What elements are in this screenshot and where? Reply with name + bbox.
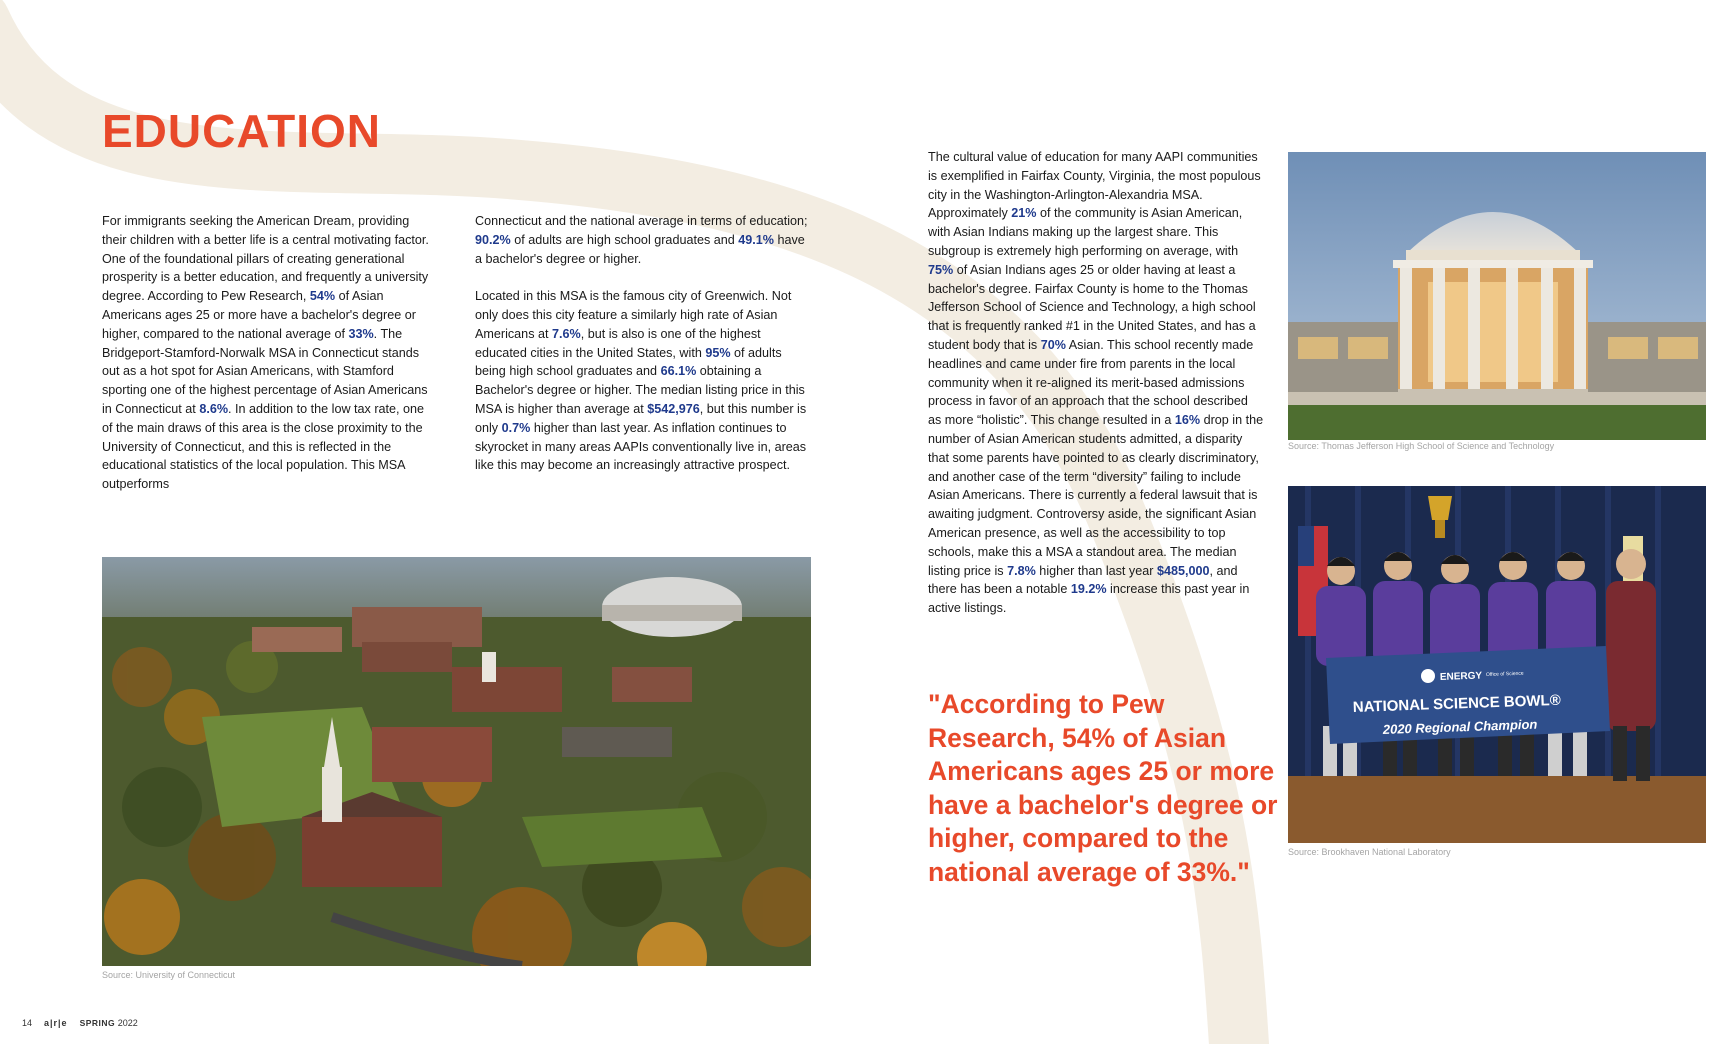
text-column-1: [102, 212, 432, 513]
highlighted-figure: 54%: [309, 289, 336, 304]
photo-caption: Source: Thomas Jefferson High School of Science and Technology: [1288, 441, 1555, 451]
paragraph: Located in this MSA is the famous city of Greenwich. Not only does this city feature a similarly high rate of Asian Americans at 7.6%, but is also is one of the highest educated cities in the United States, with 95% of adults being high school graduates and 66.1% obtaining a Bachelor's degree or higher. The median listing price in this MSA is higher than average at $542,976, but this number is only 0.7% higher than last year. As inflation continues to skyrocket in many areas AAPIs conventionally live in, areas like this may become an increasingly attractive prospect.: [475, 289, 807, 473]
page-number: 14: [22, 1018, 33, 1028]
highlighted-figure: 95%: [705, 345, 731, 360]
highlighted-figure: 49.1%: [738, 232, 774, 247]
text-column-2: [475, 212, 815, 494]
text-column-3: [928, 148, 1264, 637]
tj-high-school-photo: [1288, 152, 1706, 440]
highlighted-figure: 66.1%: [660, 364, 697, 379]
highlighted-figure: 7.6%: [552, 326, 581, 341]
highlighted-figure: 33%: [348, 326, 374, 341]
issue-season: SPRING: [79, 1018, 116, 1028]
banner-office: Office of Science: [1485, 670, 1524, 678]
uconn-campus-photo: [102, 557, 811, 966]
highlighted-figure: 70%: [1040, 337, 1066, 352]
highlighted-figure: 75%: [928, 262, 954, 277]
banner-logo: ENERGY: [1439, 670, 1483, 683]
science-bowl-team-photo: [1288, 486, 1706, 843]
highlighted-figure: 90.2%: [475, 232, 511, 247]
section-title: EDUCATION: [102, 105, 382, 157]
banner-title: NATIONAL SCIENCE BOWL®: [1352, 691, 1562, 716]
highlighted-figure: 16%: [1174, 413, 1201, 428]
highlighted-figure: 19.2%: [1070, 582, 1107, 597]
issue-label: [80, 1018, 138, 1028]
paragraph: The cultural value of education for many AAPI communities is exemplified in Fairfax County, Virginia, the most populous city in the Washington-Arlington-Alexandria MSA. Approximately 21% of the community is Asian American, with Asian Indians making up the largest share. This subgroup is extremely high performing on average, with 75% of Asian Indians ages 25 or older having at least a bachelor's degree. Fairfax County is home to the Thomas Jefferson School of Science and Technology, a high school that is frequently ranked #1 in the United States, and has a student body that is 70% Asian. This school recently made headlines and came under fire from parents in the local community when it re-aligned its merit-based admissions process in favor of an approach that the school described as more “holistic”. This change resulted in a 16% drop in the number of Asian American students admitted, a disparity that some parents have pointed to as clearly discriminatory, and another case of the term “diversity” failing to include Asian Americans. There is currently a federal lawsuit that is awaiting judgment. Controversy aside, the significant Asian American presence, as well as the accessibility to top schools, make this a MSA a standout area. The median listing price is 7.8% higher than last year $485,000, and there has been a notable 19.2% increase this past year in active listings.: [928, 150, 1264, 616]
magazine-logo: a|r|e: [44, 1018, 68, 1028]
highlighted-figure: 8.6%: [199, 401, 229, 416]
page-footer: [22, 1018, 138, 1028]
highlighted-figure: 7.8%: [1007, 563, 1036, 578]
issue-year: 2022: [117, 1018, 138, 1028]
paragraph: Connecticut and the national average in terms of education; 90.2% of adults are high school graduates and 49.1% have a bachelor's degree or higher.: [475, 214, 808, 266]
highlighted-figure: 0.7%: [501, 420, 531, 435]
photo-caption: Source: Brookhaven National Laboratory: [1288, 847, 1451, 857]
highlighted-figure: $542,976: [647, 401, 700, 416]
photo-caption: Source: University of Connecticut: [102, 970, 236, 980]
highlighted-figure: $485,000: [1156, 563, 1210, 578]
highlighted-figure: 21%: [1011, 206, 1037, 221]
paragraph: For immigrants seeking the American Dream, providing their children with a better life is a central motivating factor. One of the foundational pillars of creating generational prosperity is a better education, and frequently a university degree. According to Pew Research, 54% of Asian Americans ages 25 or more have a bachelor's degree or higher, compared to the national average of 33%. The Bridgeport-Stamford-Norwalk MSA in Connecticut stands out as a hot spot for Asian Americans, with Stamford sporting one of the highest percentage of Asian Americans in Connecticut at 8.6%. In addition to the low tax rate, one of the main draws of this area is the close proximity to the University of Connecticut, and this is reflected in the educational statistics of the local population. This MSA outperforms: [102, 214, 429, 492]
banner-subtitle: 2020 Regional Champion: [1382, 716, 1538, 737]
pull-quote: "According to Pew Research, 54% of Asian Americans ages 25 or more have a bachelor's degree or higher, compared to the national average of 33%.": [928, 689, 1278, 887]
